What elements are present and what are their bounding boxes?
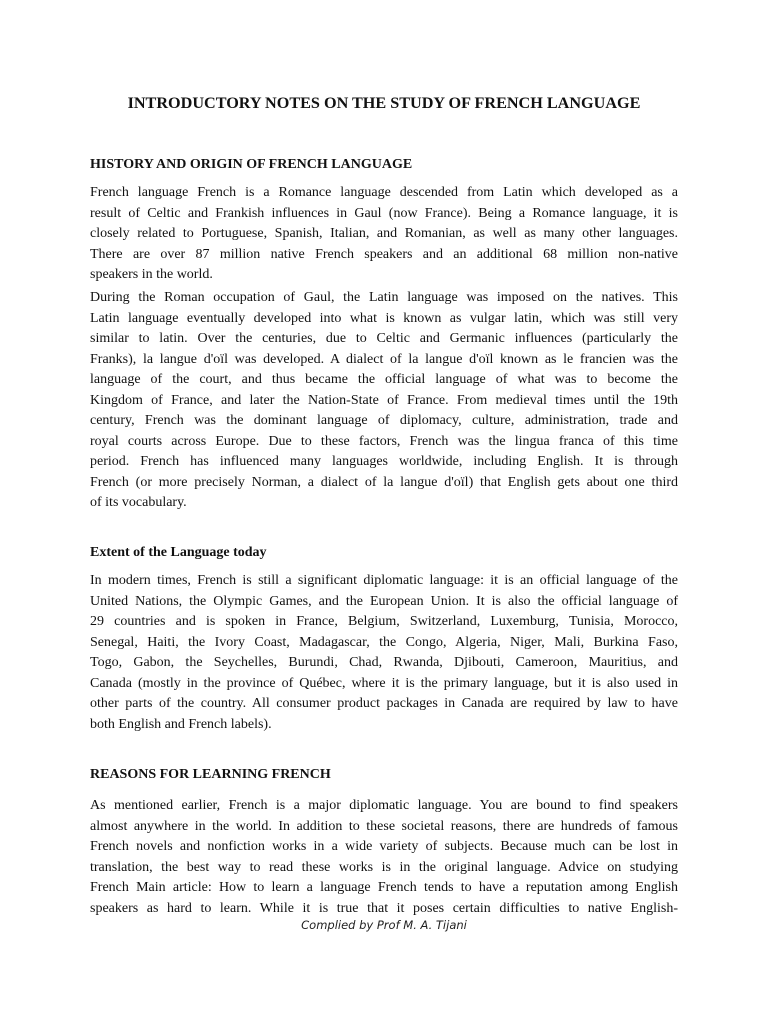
document-page <box>90 0 678 1024</box>
text-line: other parts of the country. All consumer product packages in Canada are required by law to have <box>90 696 678 711</box>
text-line: century, French was the dominant language of diplomacy, culture, administration, trade and <box>90 413 678 428</box>
text-line: 29 countries and is spoken in France, Belgium, Switzerland, Luxemburg, Tunisia, Morocco, <box>90 614 678 629</box>
text-line: There are over 87 million native French speakers and an additional 68 million non-native <box>90 246 678 262</box>
text-line: Canada (mostly in the province of Québec, where it is the primary language, but it is also used in <box>90 675 678 691</box>
text-line: speakers in the world. <box>90 267 213 282</box>
text-line: Franks), la langue d'oïl was developed. A dialect of la langue d'oïl known as le francien was the <box>90 351 678 367</box>
page-footer: Complied by Prof M. A. Tijani <box>301 918 467 932</box>
text-line: In modern times, French is still a significant diplomatic language: it is an official language of the <box>90 573 678 588</box>
text-line: United Nations, the Olympic Games, and the European Union. It is also the official language of <box>90 593 678 609</box>
section-heading-history: HISTORY AND ORIGIN OF FRENCH LANGUAGE <box>90 157 413 172</box>
text-line: French novels and nonfiction works in a wide variety of subjects. Because much can be lost in <box>90 839 678 854</box>
text-line: of its vocabulary. <box>90 495 187 510</box>
text-line: royal courts across Europe. Due to these factors, French was the lingua franca of this time <box>90 433 678 449</box>
text-line: language of the court, and thus became the official language of what was to become the <box>90 372 678 387</box>
text-line: Latin language eventually developed into what is known as vulgar latin, which was still very <box>90 310 678 326</box>
text-line: French language French is a Romance language descended from Latin which developed as a <box>90 185 678 200</box>
text-line: both English and French labels). <box>90 716 272 732</box>
paragraph-history-1 <box>90 183 678 286</box>
text-line: translation, the best way to read these works is in the original language. Advice on studying <box>90 859 678 875</box>
text-line: speakers as hard to learn. While it is true that it poses certain difficulties to native English- <box>90 900 678 916</box>
text-line: During the Roman occupation of Gaul, the Latin language was imposed on the natives. This <box>90 290 678 305</box>
text-line: Kingdom of France, and later the Nation-State of France. From medieval times until the 19th <box>90 392 678 408</box>
text-line: Togo, Gabon, the Seychelles, Burundi, Chad, Rwanda, Djibouti, Cameroon, Mauritius, and <box>90 655 678 670</box>
text-line: Senegal, Haiti, the Ivory Coast, Madagascar, the Congo, Algeria, Niger, Mali, Burkina Faso, <box>90 634 678 650</box>
section-heading-extent: Extent of the Language today <box>90 545 267 560</box>
text-line: French Main article: How to learn a language French tends to have a reputation among English <box>90 880 678 895</box>
text-line: result of Celtic and Frankish influences in Gaul (now France). Being a Romance language, it is <box>90 205 678 221</box>
text-line: As mentioned earlier, French is a major diplomatic language. You are bound to find speakers <box>90 798 678 813</box>
text-line: French (or more precisely Norman, a dialect of la langue d'oïl) that English gets about one third <box>90 474 678 490</box>
paragraph-history-2 <box>90 288 678 514</box>
document-title: INTRODUCTORY NOTES ON THE STUDY OF FRENCH LANGUAGE <box>127 94 641 112</box>
text-line: almost anywhere in the world. In addition to these societal reasons, there are hundreds of famous <box>90 818 678 834</box>
text-line: closely related to Portuguese, Spanish, Italian, and Romanian, as well as many other languages. <box>90 226 678 241</box>
text-line: period. French has influenced many languages worldwide, including English. It is through <box>90 454 678 469</box>
section-heading-reasons: REASONS FOR LEARNING FRENCH <box>90 767 331 782</box>
paragraph-reasons <box>90 796 678 919</box>
paragraph-extent <box>90 571 678 735</box>
text-line: similar to latin. Over the centuries, due to Celtic and Germanic influences (particularly the <box>90 331 678 346</box>
